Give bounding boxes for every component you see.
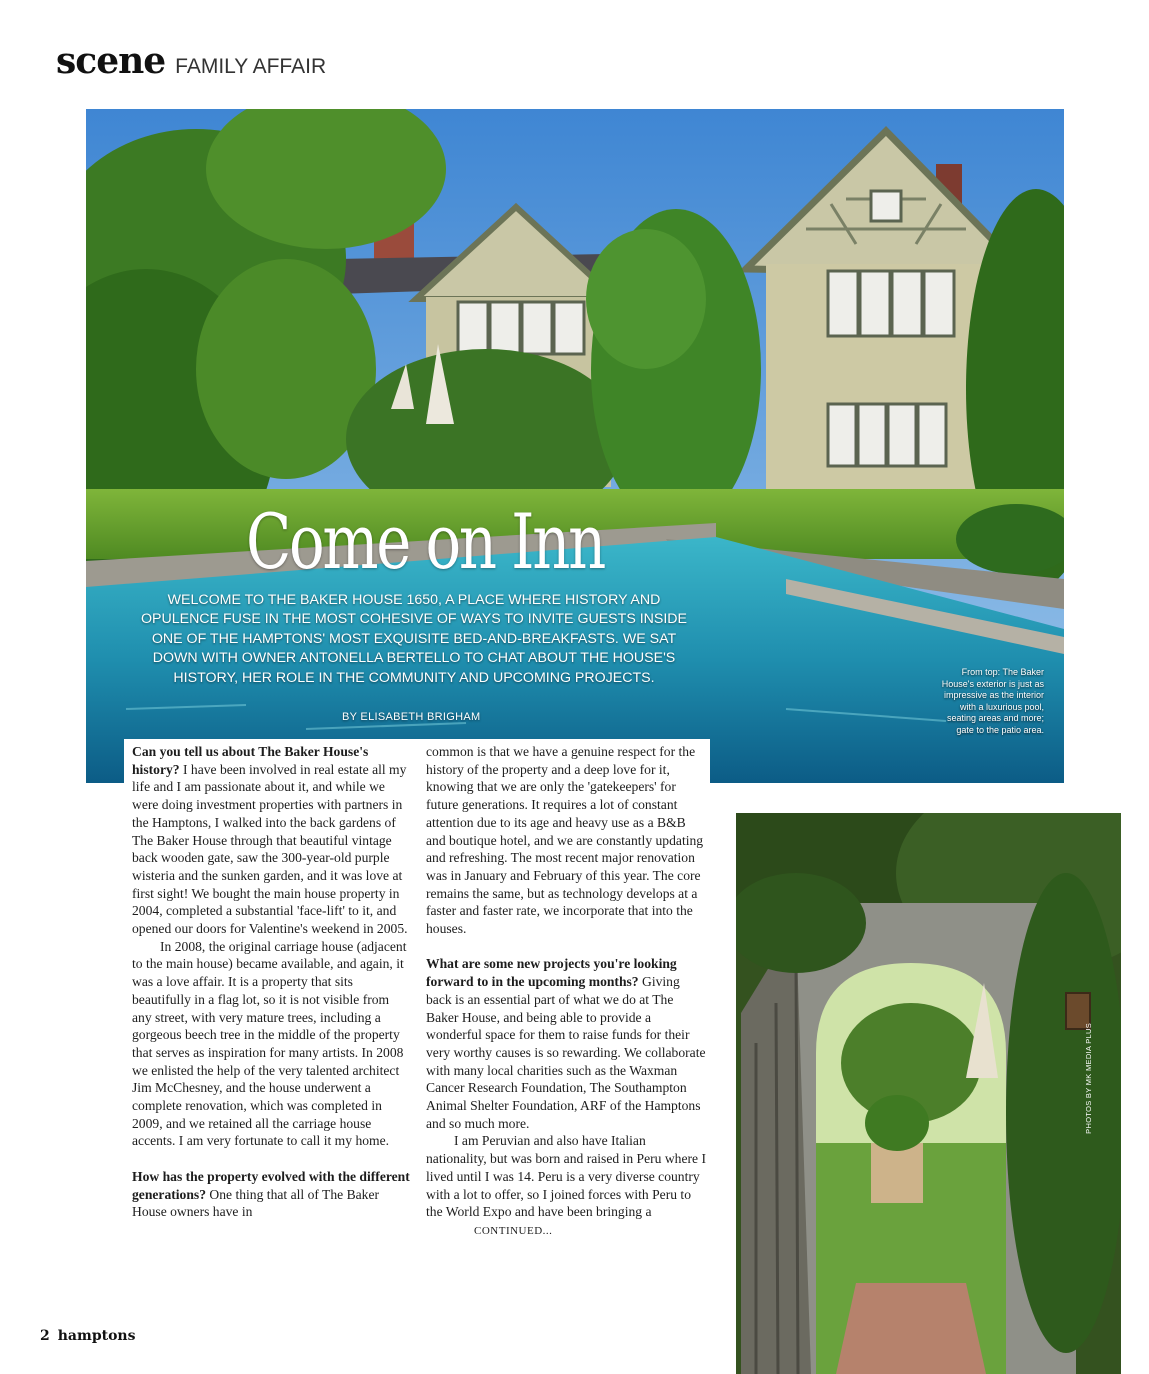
magazine-name: hamptons (57, 1328, 136, 1344)
garden-gate-illustration (736, 813, 1121, 1374)
page-number: 2 (40, 1328, 50, 1344)
paragraph (132, 743, 412, 938)
paragraph: common is that we have a genuine respect for the history of the property and a deep love for it, knowing that we are only the 'gatekeepers' for future generations. It requires a lot of constant attention due to its age and heavy use as a B&B and boutique hotel, and we are constantly updating and refreshing. The most recent major renovation was in January and February of this year. The core remains the same, but as technology develops at a faster and faster rate, we incorporate that into the houses. (426, 744, 704, 937)
article-column-1 (132, 743, 412, 1221)
paragraph (426, 1132, 706, 1240)
article-dek: WELCOME TO THE BAKER HOUSE 1650, A PLACE WHERE HISTORY AND OPULENCE FUSE IN THE MOST COHESIVE OF WAYS TO INVITE GUESTS INSIDE ONE OF THE HAMPTONS' MOST EXQUISITE BED-AND-BREAKFASTS. WE SAT DOWN WITH OWNER ANTONELLA BERTELLO TO CHAT ABOUT THE HOUSE'S HISTORY, HER ROLE IN THE COMMUNITY AND UPCOMING PROJECTS. (140, 592, 688, 686)
page-footer (40, 1328, 135, 1344)
section-header (56, 40, 326, 82)
question: What are some new projects you're looking forward to in the upcoming months? (426, 956, 677, 990)
paragraph: In 2008, the original carriage house (adjacent to the main house) became available, and again, it was a love affair. It is a property that sits beautifully in a flag lot, so it is not visible from any street, with very mature trees, including a gorgeous beech tree in the middle of the property that serves as inspiration for many artists. In 2008 we enlisted the help of the very talented architect Jim McChesney, and the house underwent a complete renovation, which was completed in 2009, and we retained all the carriage house accents. I am very fortunate to call it my home. (132, 938, 407, 1149)
gate-photo (736, 813, 1121, 1374)
answer: I have been involved in real estate all my life and I am passionate about it, and while we were doing investment properties with partners in the Hamptons, I walked into the back gardens of The Baker House through that beautiful vintage back wooden gate, saw the 300-year-old purple wisteria and the sunken garden, and it was love at first sight! We bought the main house property in 2004, completed a substantial 'face-lift' to it, and opened our doors for Valentine's weekend in 2005. (132, 761, 408, 937)
section-name: scene (56, 40, 166, 82)
question: How has the property evolved with the different generations? (132, 1168, 410, 1202)
paragraph (132, 1168, 412, 1221)
article-body (124, 739, 710, 1299)
article-title: Come on Inn (246, 497, 604, 586)
hero-photo (86, 109, 1064, 783)
answer: I am Peruvian and also have Italian nationality, but was born and raised in Peru where I lived until I was 14. Peru is a very diverse country with a lot to offer, so I joined forces with Peru to the World Expo and have been bringing a (426, 1133, 706, 1220)
answer: Giving back is an essential part of what we do at The Baker House, and being able to provide a wonderful space for them to raise funds for their very worthy causes is so rewarding. We collaborate with many local charities such as the Waxman Cancer Research Foundation, The Southampton Animal Shelter Foundation, ARF of the Hamptons and so much more. (426, 974, 706, 1131)
article-column-2 (426, 743, 706, 1241)
paragraph (426, 955, 706, 1132)
question: Can you tell us about The Baker House's history? (132, 744, 369, 777)
subsection-name: FAMILY AFFAIR (175, 55, 327, 78)
photo-caption: From top: The Baker House's exterior is just as impressive as the interior with a luxurious pool, seating areas and more; gate to the patio area. (941, 667, 1044, 735)
answer: One thing that all of The Baker House owners have in (132, 1186, 380, 1220)
continued-marker: CONTINUED... (474, 1224, 553, 1237)
article-byline: BY ELISABETH BRIGHAM (342, 711, 481, 723)
photo-credit: PHOTOS BY MK MEDIA PLUS (1084, 1023, 1093, 1134)
